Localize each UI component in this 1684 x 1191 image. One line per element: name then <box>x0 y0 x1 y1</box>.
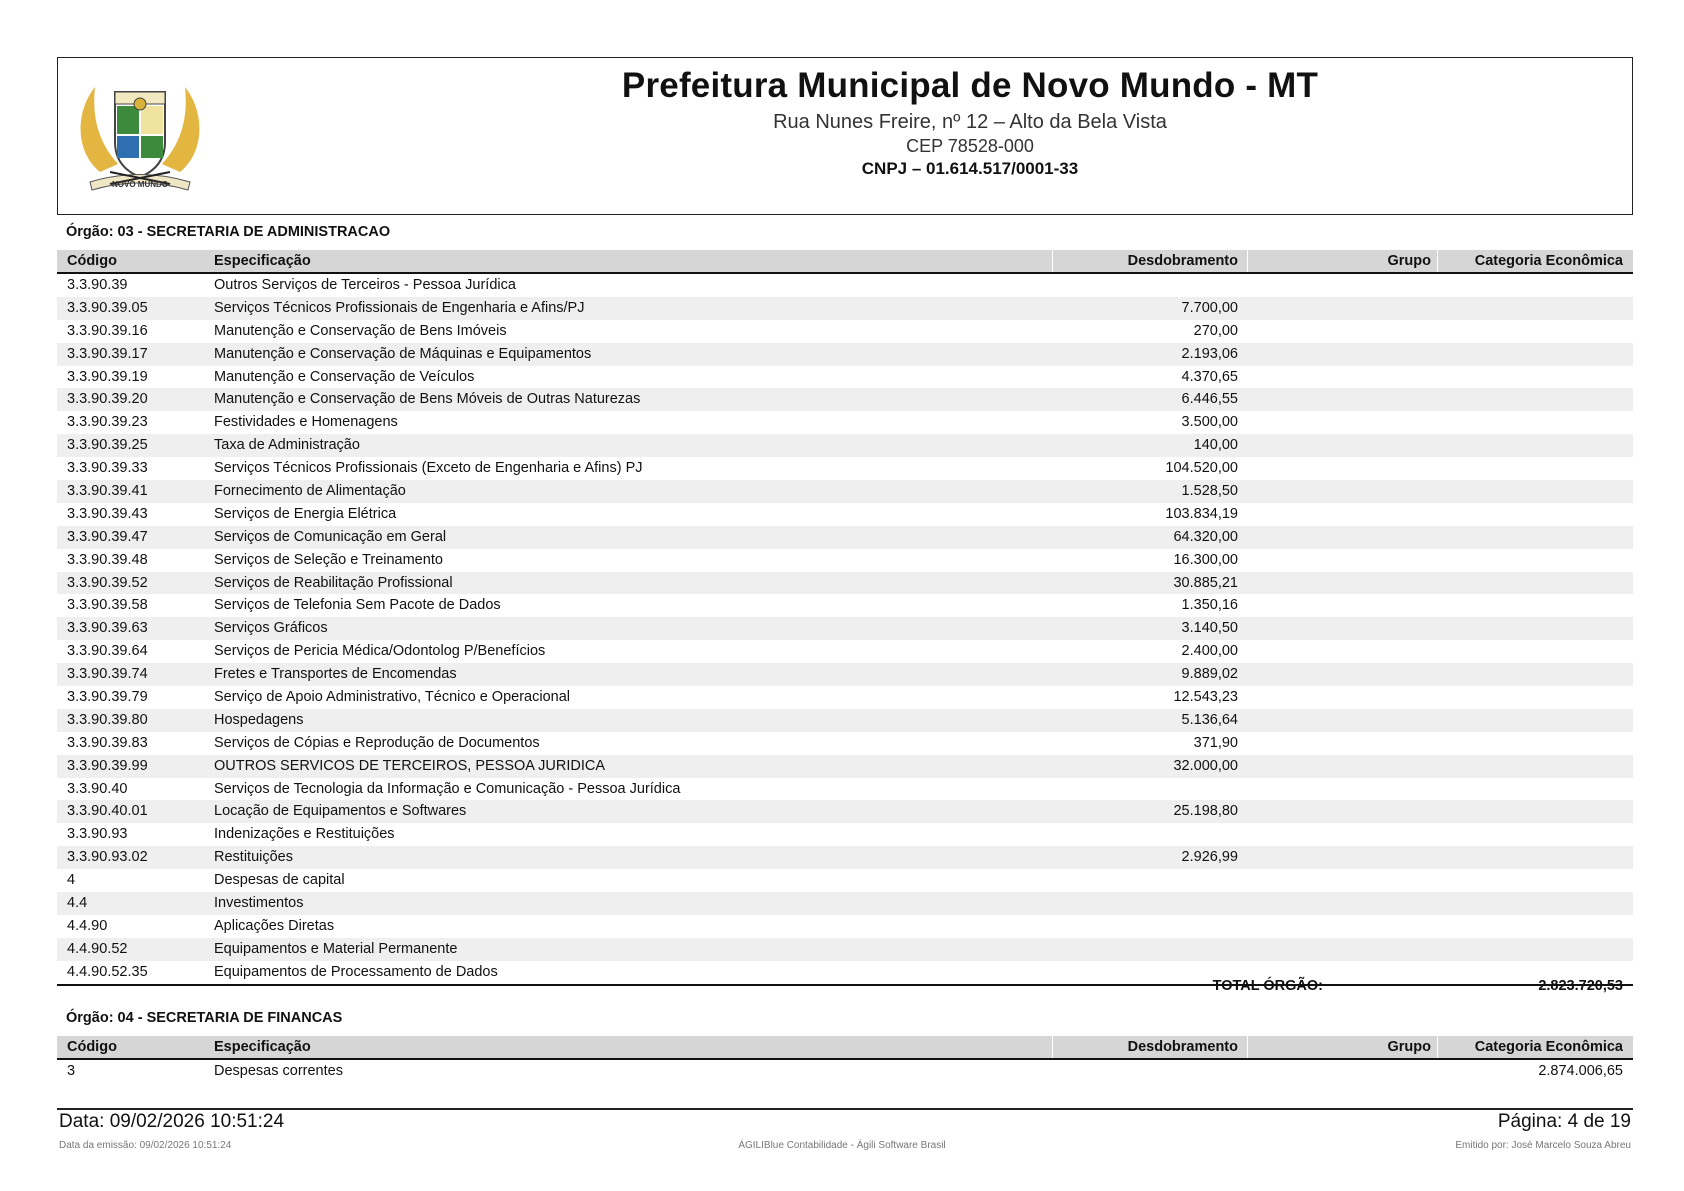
cell-especificacao: Aplicações Diretas <box>214 917 335 934</box>
orgao-heading: Órgão: 03 - SECRETARIA DE ADMINISTRACAO <box>66 224 391 240</box>
cell-codigo: 3.3.90.39.99 <box>67 757 148 774</box>
table-row <box>57 640 1633 663</box>
table-row <box>57 869 1633 892</box>
cell-desdobramento: 64.320,00 <box>1173 528 1238 545</box>
cell-codigo: 4 <box>67 872 76 889</box>
total-value: 2.823.720,53 <box>1538 978 1623 994</box>
cell-codigo: 3.3.90.39.64 <box>67 643 148 660</box>
column-header-grupo: Grupo <box>1387 1039 1431 1055</box>
cell-especificacao: Serviços de Tecnologia da Informação e Comunicação - Pessoa Jurídica <box>214 780 681 797</box>
cell-desdobramento: 9.889,02 <box>1181 666 1238 683</box>
cell-desdobramento: 270,00 <box>1193 322 1238 339</box>
cell-especificacao: Equipamentos de Processamento de Dados <box>214 963 498 980</box>
table-row <box>57 594 1633 617</box>
table-body <box>57 1060 1633 1083</box>
cell-codigo: 3.3.90.39.23 <box>67 414 148 431</box>
cell-codigo: 3.3.90.39.41 <box>67 483 148 500</box>
cell-codigo: 4.4 <box>67 895 88 912</box>
cell-codigo: 3.3.90.39.25 <box>67 437 148 454</box>
table-row <box>57 274 1633 297</box>
cell-codigo: 3.3.90.39.80 <box>67 711 148 728</box>
cell-desdobramento: 4.370,65 <box>1181 368 1238 385</box>
cell-desdobramento: 2.193,06 <box>1181 345 1238 362</box>
cell-especificacao: Fretes e Transportes de Encomendas <box>214 666 457 683</box>
cell-especificacao: Fornecimento de Alimentação <box>214 483 406 500</box>
cell-codigo: 3.3.90.39.19 <box>67 368 148 385</box>
table-row <box>57 297 1633 320</box>
cell-codigo: 4.4.90.52.35 <box>67 963 148 980</box>
cell-desdobramento: 371,90 <box>1193 734 1238 751</box>
cell-desdobramento: 140,00 <box>1193 437 1238 454</box>
cell-desdobramento: 1.528,50 <box>1181 483 1238 500</box>
cell-desdobramento: 16.300,00 <box>1173 551 1238 568</box>
cnpj-line: CNPJ – 01.614.517/0001-33 <box>861 159 1079 178</box>
table-row <box>57 617 1633 640</box>
table-row <box>57 892 1633 915</box>
address-line: Rua Nunes Freire, nº 12 – Alto da Bela Vista <box>773 111 1167 133</box>
footer-divider <box>57 1108 1633 1110</box>
table-row <box>57 663 1633 686</box>
table-row <box>57 457 1633 480</box>
cell-desdobramento: 2.400,00 <box>1181 643 1238 660</box>
cell-especificacao: Manutenção e Conservação de Bens Imóveis <box>214 322 507 339</box>
cell-codigo: 4.4.90.52 <box>67 940 128 957</box>
cell-especificacao: Outros Serviços de Terceiros - Pessoa Jurídica <box>214 277 516 293</box>
cell-codigo: 3.3.90.39.20 <box>67 391 148 408</box>
cell-especificacao: Despesas correntes <box>214 1063 343 1079</box>
footer-date: Data: 09/02/2026 10:51:24 <box>59 1111 285 1132</box>
cell-especificacao: Investimentos <box>214 895 304 912</box>
cell-desdobramento: 32.000,00 <box>1173 757 1238 774</box>
expense-table <box>57 1036 1633 1083</box>
cell-especificacao: Serviços de Seleção e Treinamento <box>214 551 443 568</box>
table-row <box>57 732 1633 755</box>
expense-table <box>57 250 1633 986</box>
cell-especificacao: Manutenção e Conservação de Máquinas e Equipamentos <box>214 345 592 362</box>
orgao-heading: Órgão: 04 - SECRETARIA DE FINANCAS <box>66 1010 343 1026</box>
table-row <box>57 572 1633 595</box>
right-laurel-icon <box>162 87 199 172</box>
cell-especificacao: Serviços Técnicos Profissionais de Engenharia e Afins/PJ <box>214 299 585 316</box>
table-row <box>57 709 1633 732</box>
cell-codigo: 3.3.90.39.58 <box>67 597 148 614</box>
footer-issued-by: Emitido por: José Marcelo Souza Abreu <box>1455 1140 1631 1151</box>
cell-desdobramento: 6.446,55 <box>1181 391 1238 408</box>
cell-codigo: 3.3.90.39.33 <box>67 460 148 477</box>
table-row <box>57 320 1633 343</box>
footer-emission-date: Data da emissão: 09/02/2026 10:51:24 <box>59 1140 232 1151</box>
column-header-especificacao: Especificação <box>214 253 311 269</box>
table-row <box>57 823 1633 846</box>
table-row <box>57 755 1633 778</box>
table-row <box>57 778 1633 801</box>
cell-codigo: 3.3.90.39.52 <box>67 574 148 591</box>
cell-especificacao: Serviços de Reabilitação Profissional <box>214 574 453 591</box>
cell-codigo: 3.3.90.40 <box>67 780 128 797</box>
table-row <box>57 411 1633 434</box>
cell-codigo: 3.3.90.39.05 <box>67 299 148 316</box>
table-row <box>57 434 1633 457</box>
cell-desdobramento: 25.198,80 <box>1173 803 1238 820</box>
cell-desdobramento: 2.926,99 <box>1181 849 1238 866</box>
cell-codigo: 3.3.90.40.01 <box>67 803 148 820</box>
svg-text:NOVO MUNDO: NOVO MUNDO <box>112 180 168 189</box>
table-row <box>57 915 1633 938</box>
cell-codigo: 3.3.90.39.47 <box>67 528 148 545</box>
cell-codigo: 3.3.90.39.79 <box>67 689 148 706</box>
cell-especificacao: Serviço de Apoio Administrativo, Técnico e Operacional <box>214 689 570 706</box>
cell-codigo: 4.4.90 <box>67 917 108 934</box>
column-header-codigo: Código <box>67 253 117 269</box>
table-row <box>57 549 1633 572</box>
footer-page-number: Página: 4 de 19 <box>1497 1111 1631 1132</box>
cell-especificacao: Indenizações e Restituições <box>214 826 395 843</box>
column-header-categoria: Categoria Econômica <box>1474 1039 1623 1055</box>
cell-codigo: 3.3.90.39.48 <box>67 551 148 568</box>
cell-desdobramento: 3.140,50 <box>1181 620 1238 637</box>
column-header-codigo: Código <box>67 1039 117 1055</box>
cell-especificacao: Serviços de Energia Elétrica <box>214 505 397 522</box>
cell-especificacao: Serviços de Comunicação em Geral <box>214 528 447 545</box>
cell-codigo: 3.3.90.39.74 <box>67 666 148 683</box>
cell-codigo: 3.3.90.39.16 <box>67 322 148 339</box>
cell-especificacao: Manutenção e Conservação de Veículos <box>214 368 475 385</box>
table-row <box>57 503 1633 526</box>
cell-especificacao: Locação de Equipamentos e Softwares <box>214 803 467 820</box>
table-row <box>57 800 1633 823</box>
cell-codigo: 3.3.90.39.83 <box>67 734 148 751</box>
column-header-grupo: Grupo <box>1387 253 1431 269</box>
left-laurel-icon <box>81 87 118 172</box>
table-row <box>57 686 1633 709</box>
cell-especificacao: Serviços Técnicos Profissionais (Exceto de Engenharia e Afins) PJ <box>214 460 643 477</box>
table-row <box>57 846 1633 869</box>
table-row <box>57 1060 1633 1083</box>
column-header-especificacao: Especificação <box>214 1039 311 1055</box>
cell-desdobramento: 30.885,21 <box>1173 574 1238 591</box>
cell-especificacao: Restituições <box>214 849 293 866</box>
table-row <box>57 526 1633 549</box>
cell-desdobramento: 3.500,00 <box>1181 414 1238 431</box>
cell-desdobramento: 1.350,16 <box>1181 597 1238 614</box>
cell-codigo: 3 <box>67 1063 76 1079</box>
total-row <box>57 978 1633 1000</box>
cell-especificacao: Festividades e Homenagens <box>214 414 398 431</box>
table-row <box>57 343 1633 366</box>
cell-desdobramento: 103.834,19 <box>1165 505 1238 522</box>
cell-codigo: 3.3.90.39.17 <box>67 345 148 362</box>
cell-especificacao: Manutenção e Conservação de Bens Móveis de Outras Naturezas <box>214 391 641 408</box>
cell-codigo: 3.3.90.39.43 <box>67 505 148 522</box>
table-row <box>57 938 1633 961</box>
cell-codigo: 3.3.90.93.02 <box>67 849 148 866</box>
footer-software: ÁGILIBlue Contabilidade - Ágili Software Brasil <box>738 1140 946 1151</box>
cell-especificacao: Equipamentos e Material Permanente <box>214 940 458 957</box>
column-header-desdobramento: Desdobramento <box>1127 253 1238 269</box>
cell-especificacao: Serviços de Telefonia Sem Pacote de Dados <box>214 597 501 614</box>
table-row <box>57 388 1633 411</box>
table-body <box>57 274 1633 984</box>
table-header <box>57 250 1633 274</box>
report-title: Prefeitura Municipal de Novo Mundo - MT <box>621 66 1319 105</box>
table-row <box>57 366 1633 389</box>
cell-especificacao: Hospedagens <box>214 711 304 728</box>
cell-codigo: 3.3.90.39.63 <box>67 620 148 637</box>
cell-desdobramento: 7.700,00 <box>1181 299 1238 316</box>
total-label: TOTAL ÓRGÃO: <box>1212 978 1323 994</box>
cell-especificacao: Serviços de Cópias e Reprodução de Documentos <box>214 734 540 751</box>
cell-especificacao: Taxa de Administração <box>214 437 360 454</box>
cell-categoria: 2.874.006,65 <box>1538 1063 1623 1079</box>
cep-line: CEP 78528-000 <box>906 136 1034 156</box>
column-header-categoria: Categoria Econômica <box>1474 253 1623 269</box>
cell-especificacao: Despesas de capital <box>214 872 345 889</box>
cell-especificacao: Serviços de Pericia Médica/Odontolog P/Benefícios <box>214 643 546 660</box>
municipal-coat-of-arms-logo <box>70 72 210 202</box>
cell-especificacao: Serviços Gráficos <box>214 620 328 637</box>
cell-desdobramento: 12.543,23 <box>1173 689 1238 706</box>
cell-desdobramento: 104.520,00 <box>1165 460 1238 477</box>
table-row <box>57 480 1633 503</box>
cell-desdobramento: 5.136,64 <box>1181 711 1238 728</box>
cell-codigo: 3.3.90.39 <box>67 277 128 293</box>
column-header-desdobramento: Desdobramento <box>1127 1039 1238 1055</box>
cell-codigo: 3.3.90.93 <box>67 826 128 843</box>
table-header <box>57 1036 1633 1060</box>
cell-especificacao: OUTROS SERVICOS DE TERCEIROS, PESSOA JURIDICA <box>214 757 606 774</box>
